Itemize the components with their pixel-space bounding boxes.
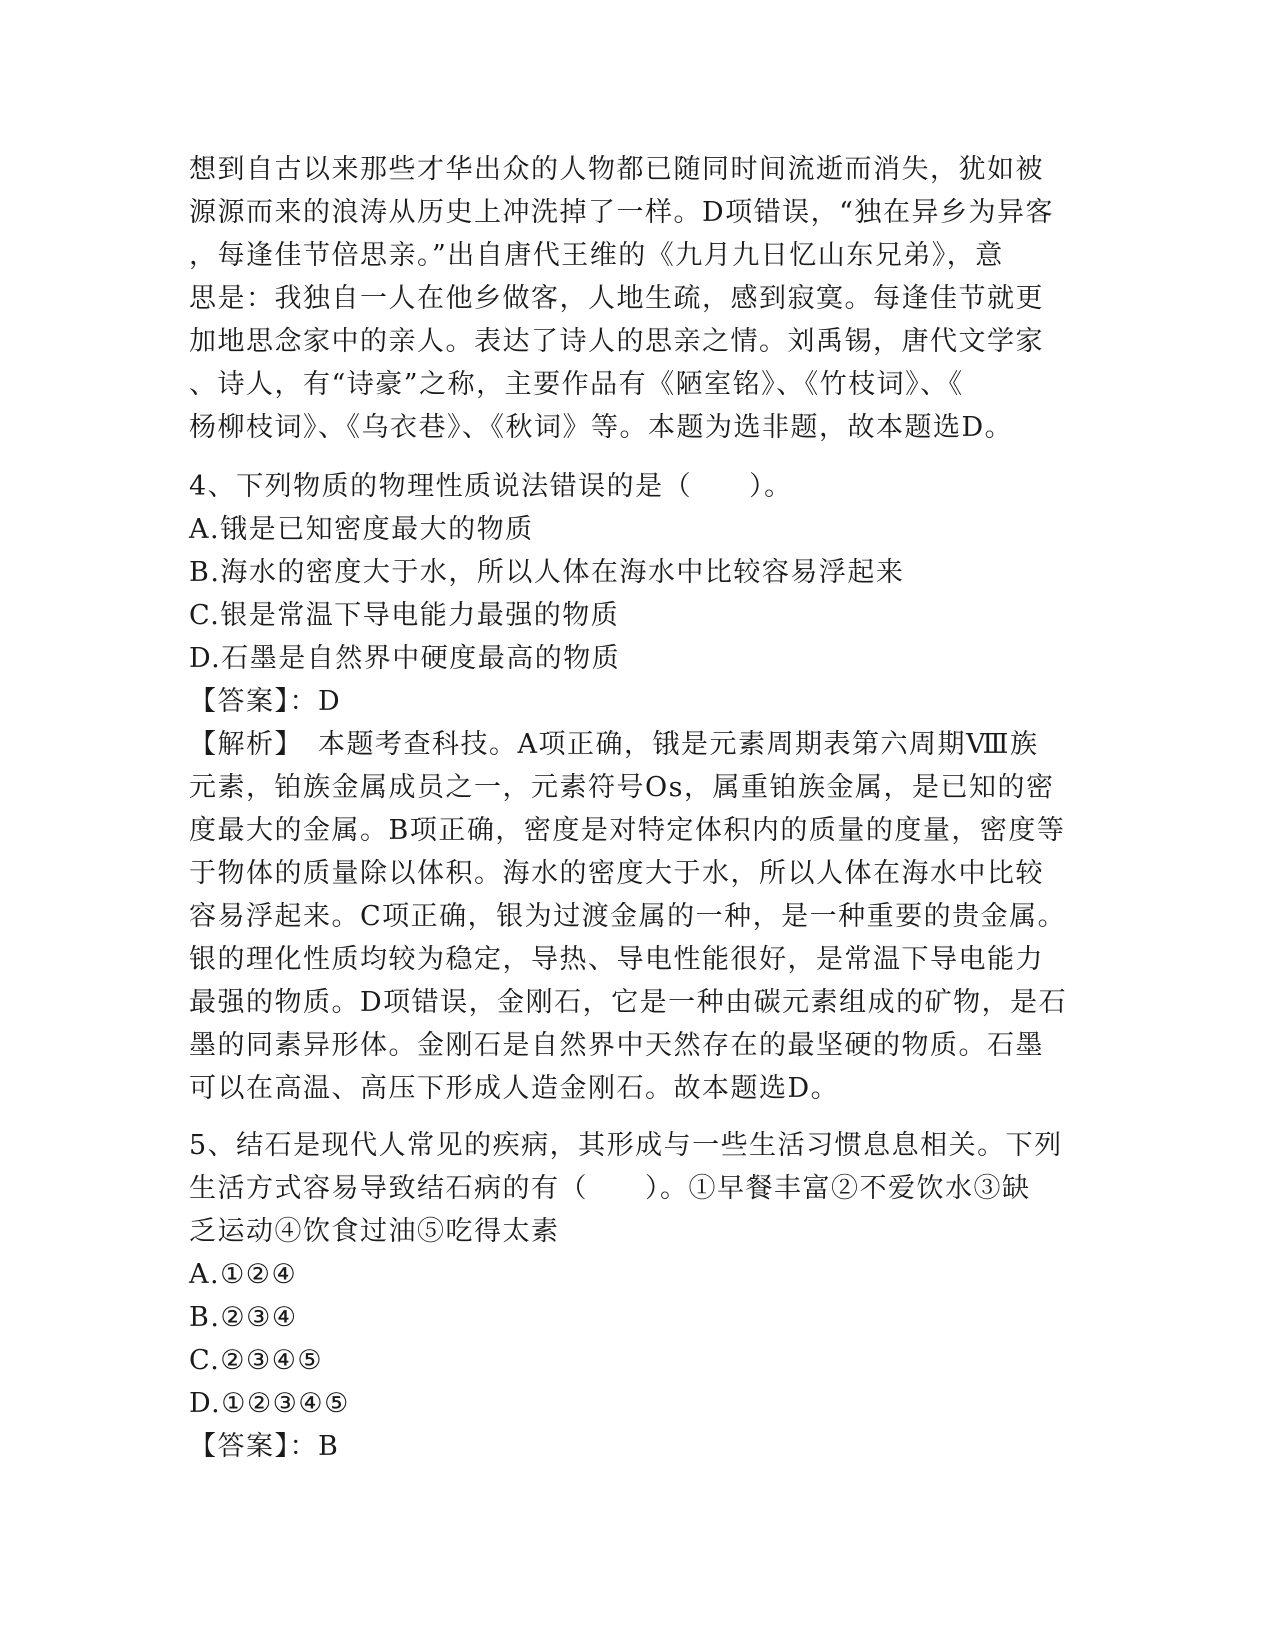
q3-explanation-continued xyxy=(189,148,1089,449)
text-line: 、诗人，有“诗豪”之称，主要作品有《陋室铭》、《竹枝词》、《 xyxy=(189,369,964,400)
option-d: D.石墨是自然界中硬度最高的物质 xyxy=(189,643,621,674)
option-b: B.②③④ xyxy=(189,1302,298,1333)
option-a: A.①②④ xyxy=(189,1259,298,1290)
text-line: 银的理化性质均较为稳定，导热、导电性能很好，是常温下导电能力 xyxy=(189,944,1044,975)
spacer xyxy=(189,449,1089,465)
answer-line: 【答案】：D xyxy=(189,686,342,717)
text-line: 元素，铂族金属成员之一，元素符号Os，属重铂族金属，是已知的密 xyxy=(189,772,1055,803)
document-page xyxy=(189,148,1089,1468)
text-line: 于物体的质量除以体积。海水的密度大于水，所以人体在海水中比较 xyxy=(189,858,1044,889)
question-stem: 5、结石是现代人常见的疾病，其形成与一些生活习惯息息相关。下列 xyxy=(189,1130,1063,1161)
option-b: B.海水的密度大于水，所以人体在海水中比较容易浮起来 xyxy=(189,557,905,588)
text-line: 加地思念家中的亲人。表达了诗人的思亲之情。刘禹锡，唐代文学家 xyxy=(189,326,1044,357)
answer-line: 【答案】：B xyxy=(189,1431,340,1462)
text-line: 【解析】 本题考查科技。A项正确，锇是元素周期表第六周期Ⅷ族 xyxy=(189,729,1039,760)
option-c: C.②③④⑤ xyxy=(189,1345,324,1376)
option-d: D.①②③④⑤ xyxy=(189,1388,350,1419)
text-line: 想到自古以来那些才华出众的人物都已随同时间流逝而消失，犹如被 xyxy=(189,154,1044,185)
question-stem: 乏运动④饮食过油⑤吃得太素 xyxy=(189,1216,560,1247)
question-stem: 4、下列物质的物理性质说法错误的是（ ）。 xyxy=(189,471,793,502)
text-line: 墨的同素异形体。金刚石是自然界中天然存在的最坚硬的物质。石墨 xyxy=(189,1030,1044,1061)
text-line: 杨柳枝词》、《乌衣巷》、《秋词》等。本题为选非题，故本题选D。 xyxy=(189,412,1014,443)
text-line: 最强的物质。D项错误，金刚石，它是一种由碳元素组成的矿物，是石 xyxy=(189,987,1068,1018)
text-line: 容易浮起来。C项正确，银为过渡金属的一种，是一种重要的贵金属。 xyxy=(189,901,1067,932)
text-line: 源源而来的浪涛从历史上冲洗掉了一样。D项错误，“独在异乡为异客 xyxy=(189,197,1054,228)
text-line: 度最大的金属。B项正确，密度是对特定体积内的质量的度量，密度等 xyxy=(189,815,1066,846)
text-line: 思是：我独自一人在他乡做客，人地生疏，感到寂寞。每逢佳节就更 xyxy=(189,283,1044,314)
option-a: A.锇是已知密度最大的物质 xyxy=(189,514,534,545)
question-4 xyxy=(189,465,1089,1110)
question-stem: 生活方式容易导致结石病的有（ ）。①早餐丰富②不爱饮水③缺 xyxy=(189,1173,1031,1204)
spacer xyxy=(189,1110,1089,1124)
text-line: ，每逢佳节倍思亲。”出自唐代王维的《九月九日忆山东兄弟》，意 xyxy=(189,240,1004,271)
explanation xyxy=(189,723,1089,1110)
text-line: 可以在高温、高压下形成人造金刚石。故本题选D。 xyxy=(189,1073,840,1104)
question-5 xyxy=(189,1124,1089,1468)
option-c: C.银是常温下导电能力最强的物质 xyxy=(189,600,620,631)
